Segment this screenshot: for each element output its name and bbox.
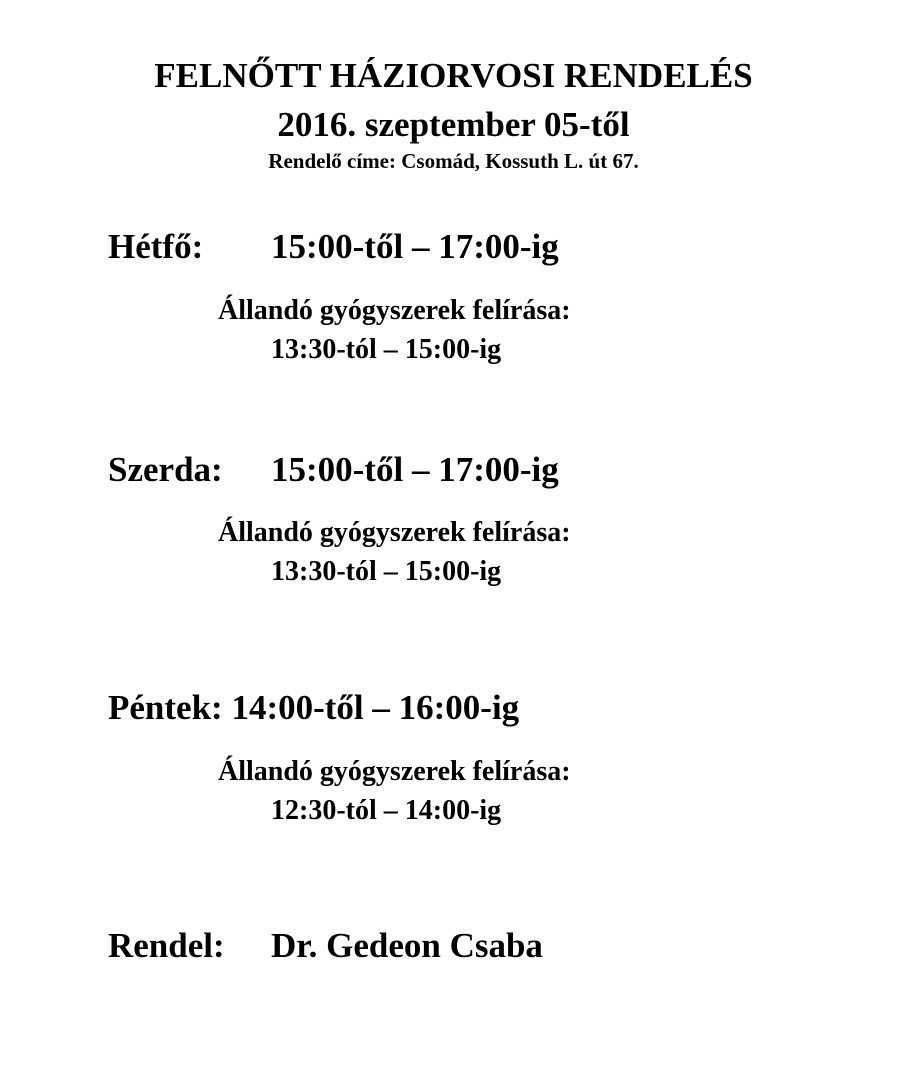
monday-rx-hours: 13:30-tól – 15:00-ig [271, 334, 502, 365]
monday-label: Hétfő: [108, 227, 204, 266]
friday-label: Péntek: [108, 688, 223, 727]
wednesday-label: Szerda: [108, 450, 223, 489]
wednesday-rx-hours: 13:30-tól – 15:00-ig [271, 556, 502, 587]
page-title: FELNŐTT HÁZIORVOSI RENDELÉS [154, 56, 753, 95]
effective-date: 2016. szeptember 05-től [277, 105, 630, 144]
monday-rx-label: Állandó gyógyszerek felírása: [218, 295, 571, 326]
friday-rx-hours: 12:30-tól – 14:00-ig [271, 795, 502, 826]
doctor-name: Dr. Gedeon Csaba [271, 926, 543, 965]
monday-hours: 15:00-től – 17:00-ig [271, 227, 559, 266]
friday-hours: 14:00-től – 16:00-ig [231, 688, 520, 727]
friday-row [108, 688, 519, 728]
wednesday-rx-label: Állandó gyógyszerek felírása: [218, 517, 571, 548]
wednesday-hours: 15:00-től – 17:00-ig [271, 450, 559, 489]
friday-rx-label: Állandó gyógyszerek felírása: [218, 756, 571, 787]
doctor-label: Rendel: [108, 926, 225, 965]
office-address: Rendelő címe: Csomád, Kossuth L. út 67. [268, 149, 639, 173]
